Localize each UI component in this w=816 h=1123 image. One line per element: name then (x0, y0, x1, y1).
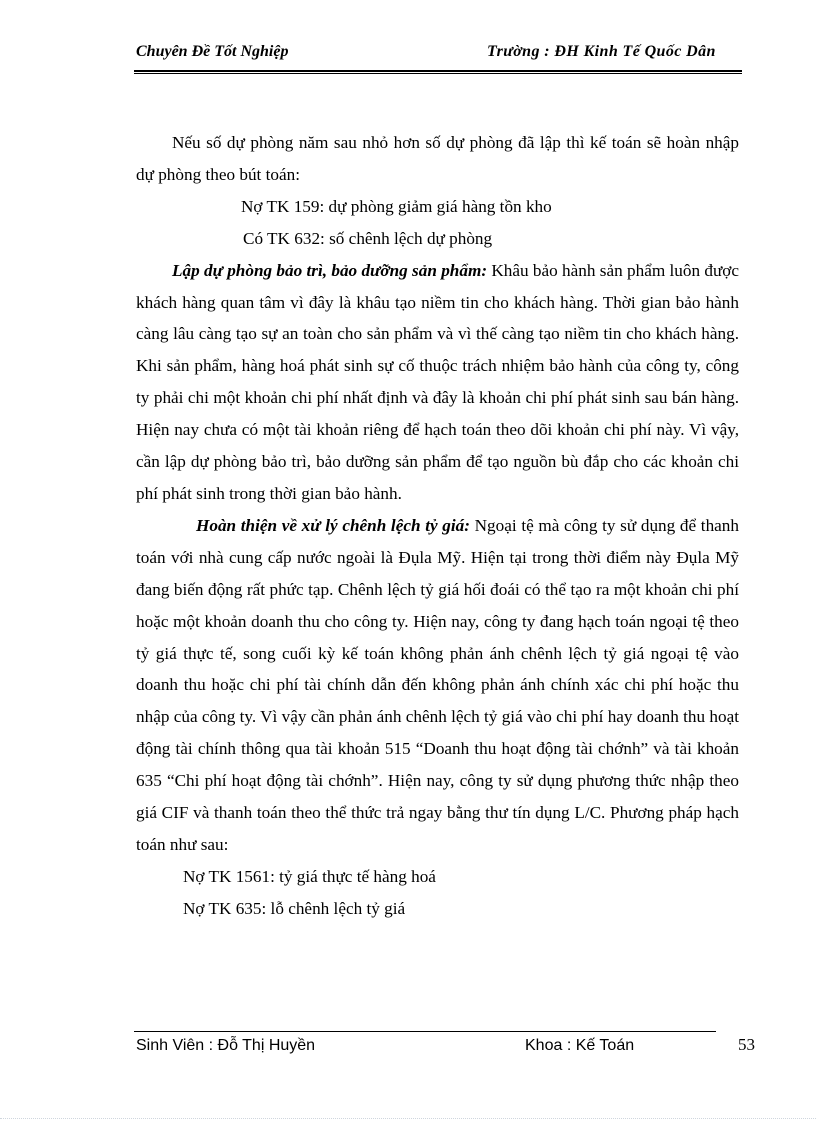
footer-faculty: Khoa : Kế Toán (525, 1037, 635, 1054)
page-bottom-border (0, 1118, 816, 1119)
paragraph-exchange-rate (136, 510, 739, 861)
footer-student: Sinh Viên : Đỗ Thị Huyền (136, 1037, 316, 1054)
paragraph-warranty-provision (136, 255, 739, 510)
paragraph-reversal: Nếu số dự phòng năm sau nhỏ hơn số dự phòng đã lập thì kế toán sẽ hoàn nhập dự phòng theo bút toán: (136, 133, 739, 184)
exchange-rate-heading: Hoàn thiện về xử lý chênh lệch tỷ giá: (196, 515, 470, 535)
journal-entry-debit-159: Nợ TK 159: dự phòng giảm giá hàng tồn kho (241, 196, 552, 216)
warranty-heading: Lập dự phòng bảo trì, bảo dưỡng sản phẩm: (172, 260, 488, 280)
footer-rule (134, 1031, 716, 1032)
header-rule (134, 70, 742, 74)
header-right-title: Trường : ĐH Kinh Tế Quốc Dân (487, 43, 716, 60)
page-number: 53 (738, 1035, 755, 1054)
exchange-rate-text: Ngoại tệ mà công ty sử dụng để thanh toán với nhà cung cấp nước ngoài là Đụla Mỹ. Hiện tại trong thời điểm này Đụla Mỹ đang biến động rất phức tạp. Chênh lệch tỷ giá hối đoái có thể tạo ra một khoản chi phí hoặc một khoản doanh thu cho công ty. Hiện nay, công ty đang hạch toán ngoại tệ theo tỷ giá thực tế, song cuối kỳ kế toán không phản ánh chênh lệch tỷ giá ngoại tệ vào doanh thu hoặc chi phí tài chính dẫn đến không phản ánh chính xác chi phí hoặc thu nhập của công ty. Vì vậy cần phản ánh chênh lệch tỷ giá vào chi phí hay doanh thu hoạt động tài chính thông qua tài khoản 515 “Doanh thu hoạt động tài chớnh” và tài khoản 635 “Chi phí hoạt động tài chớnh”. Hiện nay, công ty sử dụng phương thức nhập theo giá CIF và thanh toán theo thể thức trả ngay bằng thư tín dụng L/C. Phương pháp hạch toán như sau: (136, 515, 739, 854)
journal-entry-credit-632: Có TK 632: số chênh lệch dự phòng (243, 228, 493, 248)
journal-entry-debit-1561: Nợ TK 1561: tỷ giá thực tế hàng hoá (183, 866, 436, 886)
warranty-text: Khâu bảo hành sản phẩm luôn được khách hàng quan tâm vì đây là khâu tạo niềm tin cho khách hàng. Thời gian bảo hành càng lâu càng tạo sự an toàn cho sản phẩm và vì thế càng tạo niềm tin cho khách hàng. Khi sản phẩm, hàng hoá phát sinh sự cố thuộc trách nhiệm bảo hành của công ty, công ty phải chi một khoản chi phí nhất định và đây là khoản chi phí phát sinh sau bán hàng. Hiện nay chưa có một tài khoản riêng để hạch toán theo dõi khoản chi phí này. Vì vậy, cần lập dự phòng bảo trì, bảo dưỡng sản phẩm để tạo nguồn bù đắp cho các khoản chi phí phát sinh trong thời gian bảo hành. (136, 260, 740, 503)
document-body (136, 127, 739, 925)
journal-entry-debit-635: Nợ TK 635: lỗ chênh lệch tỷ giá (183, 898, 406, 918)
header-left-title: Chuyên Đề Tốt Nghiệp (136, 43, 289, 60)
